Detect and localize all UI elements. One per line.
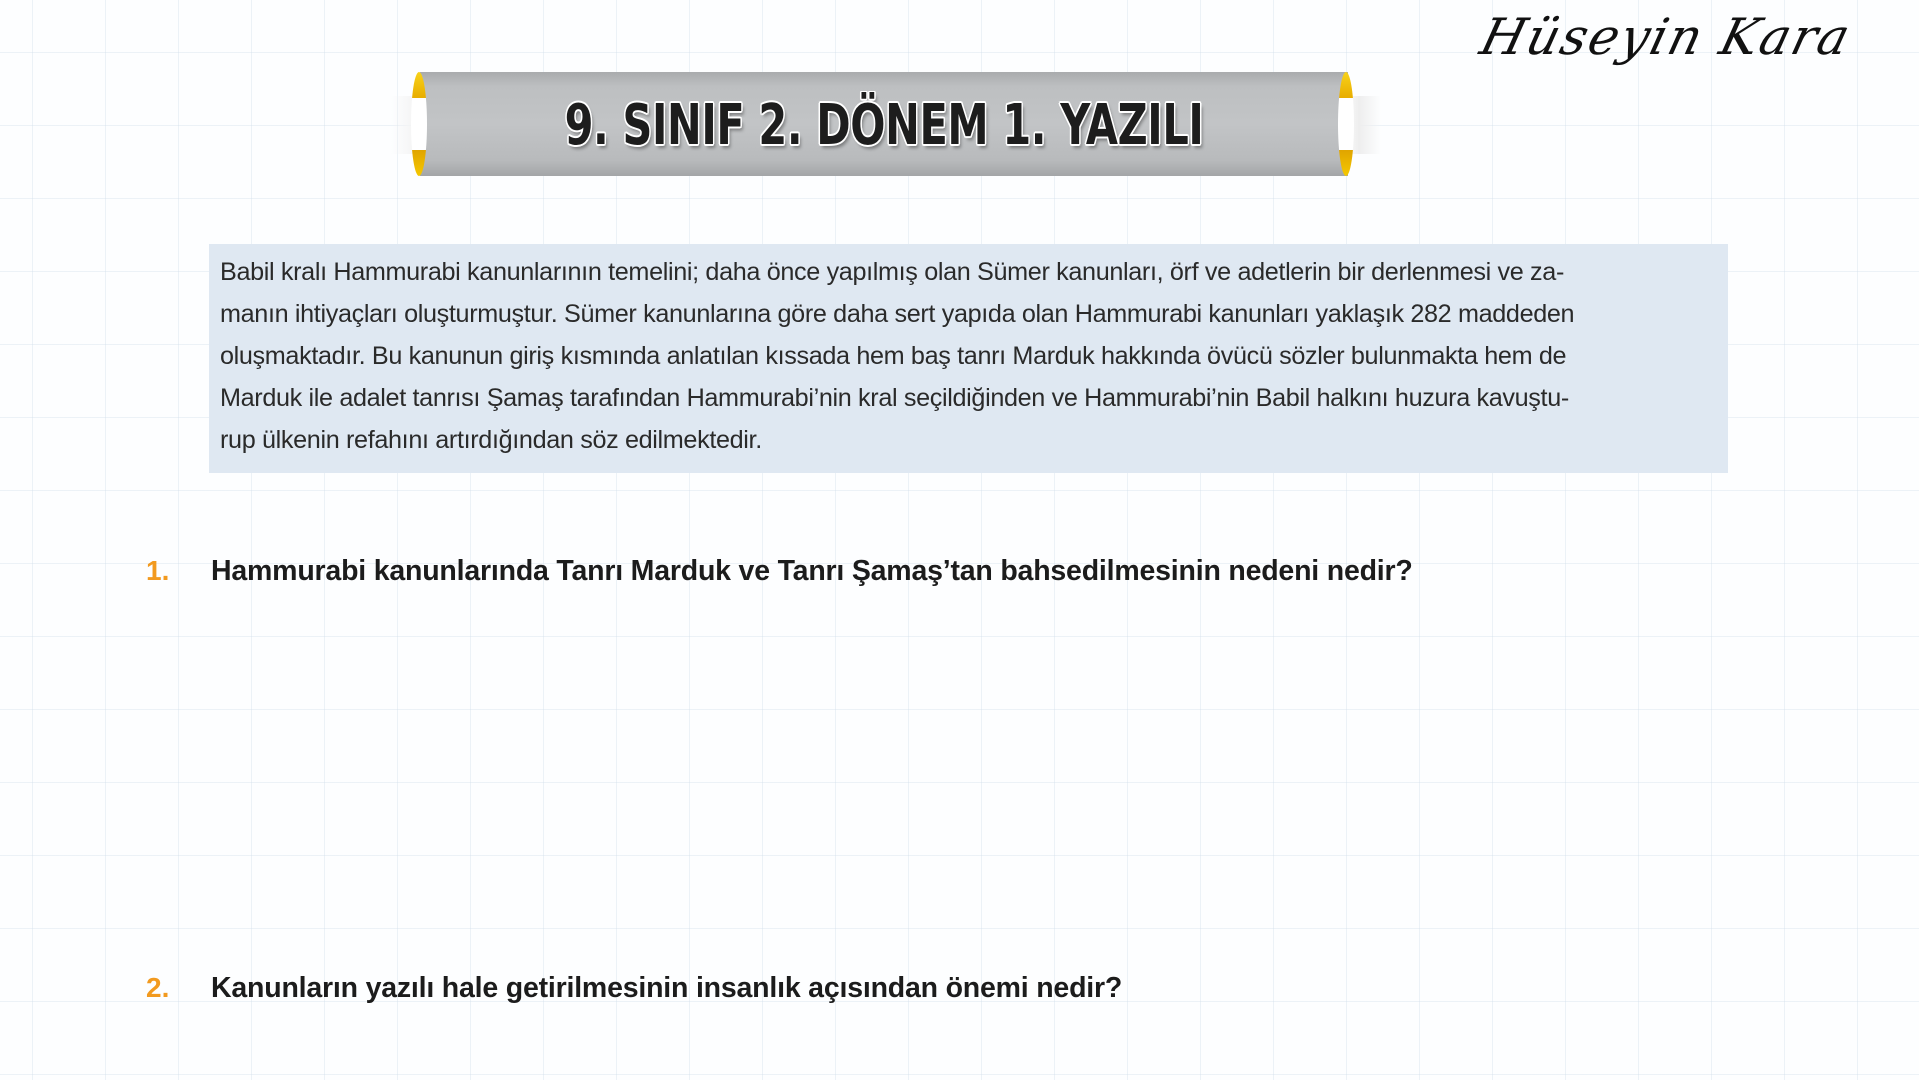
passage-line: rup ülkenin refahını artırdığından söz edilmektedir. [220, 426, 762, 454]
passage-line: Marduk ile adalet tanrısı Şamaş tarafından Hammurabi’nin kral seçildiğinden ve Hammurabi’nin Babil halkını huzura kavuştu- [220, 384, 1569, 412]
author-signature: Hüseyin Kara [1474, 8, 1858, 66]
question-text: Kanunların yazılı hale getirilmesinin insanlık açısından önemi nedir? [211, 972, 1123, 1004]
reading-passage [209, 244, 1728, 473]
question-text: Hammurabi kanunlarında Tanrı Marduk ve Tanrı Şamaş’tan bahsedilmesinin nedeni nedir? [211, 555, 1413, 587]
banner-cap-left [411, 72, 427, 176]
question-1 [146, 555, 1413, 588]
passage-line: Babil kralı Hammurabi kanunlarının temelini; daha önce yapılmış olan Sümer kanunları, örf ve adetlerin bir derlenmesi ve za- [220, 258, 1564, 286]
passage-line: oluşmaktadır. Bu kanunun giriş kısmında anlatılan kıssada hem baş tanrı Marduk hakkında övücü sözler bulunmakta hem de [220, 342, 1567, 370]
title-banner [397, 72, 1363, 177]
question-number: 2. [146, 972, 170, 1003]
question-number: 1. [146, 555, 170, 586]
banner-cap-right [1338, 72, 1354, 176]
passage-line: manın ihtiyaçları oluşturmuştur. Sümer kanunlarına göre daha sert yapıda olan Hammurabi kanunları yaklaşık 282 maddeden [220, 300, 1575, 328]
page-title: 9. SINIF 2. DÖNEM 1. YAZILI [564, 93, 1204, 158]
question-2 [146, 972, 1122, 1005]
